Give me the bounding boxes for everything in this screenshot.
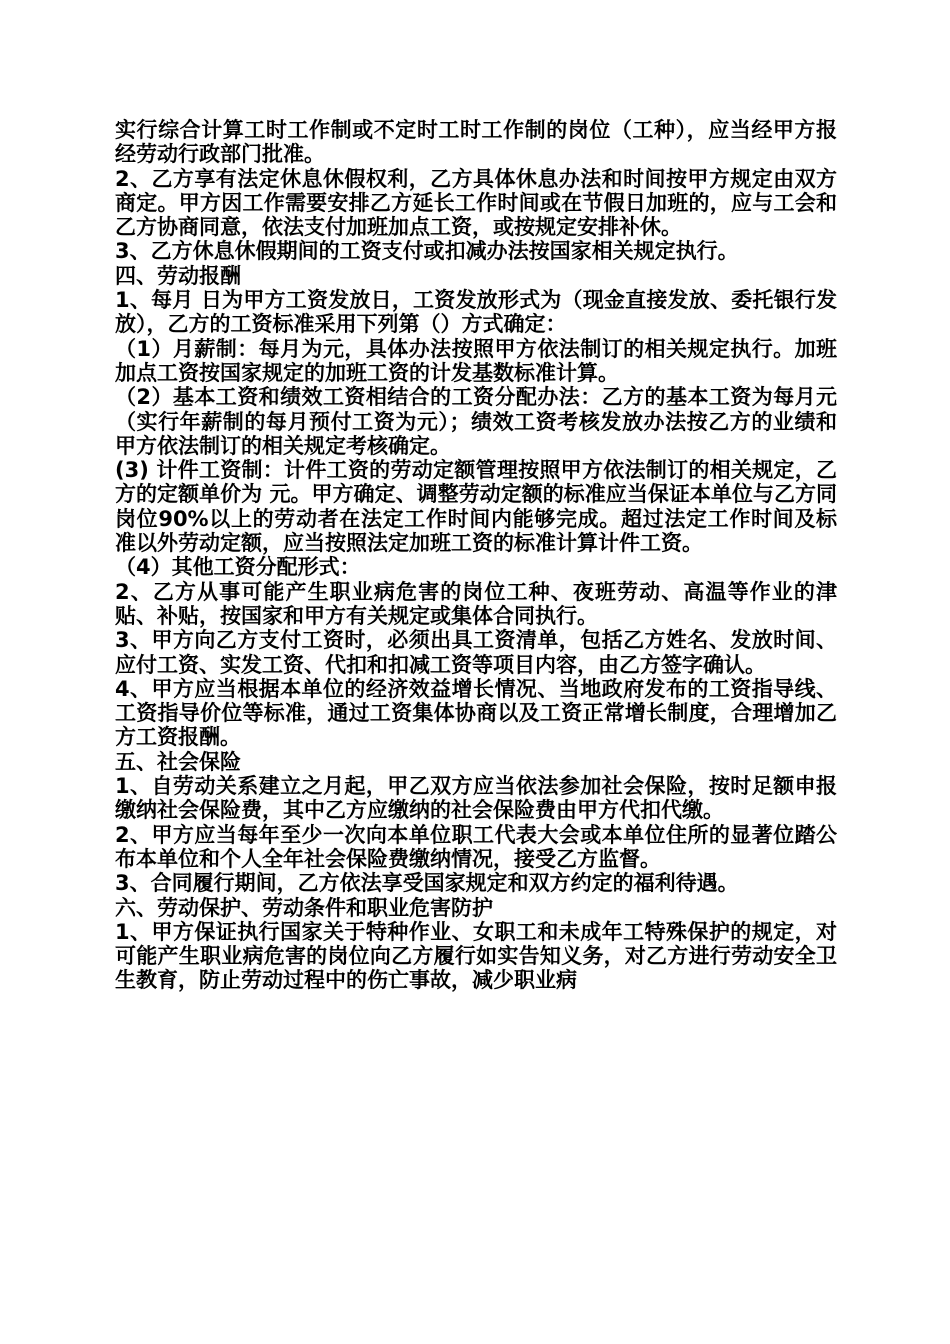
paragraph-rest-rights: 2、乙方享有法定休息休假权利，乙方具体休息办法和时间按甲方规定由双方商定。甲方因工作需要安排乙方延长工作时间或在节假日加班的，应与工会和乙方协商同意，依法支付加班加点工资，或按规定安排补休。 bbox=[115, 166, 837, 240]
paragraph-monthly-salary: （1）月薪制：每月为元，具体办法按照甲方依法制订的相关规定执行。加班加点工资按国家规定的加班工资的计发基数标准计算。 bbox=[115, 336, 837, 385]
paragraph-welfare: 3、合同履行期间，乙方依法享受国家规定和双方约定的福利待遇。 bbox=[115, 871, 739, 896]
section-heading-labor-protection: 六、劳动保护、劳动条件和职业危害防护 bbox=[115, 895, 493, 920]
paragraph-insurance-enrollment: 1、自劳动关系建立之月起，甲乙双方应当依法参加社会保险，按时足额申报缴纳社会保险费，其中乙方应缴纳的社会保险费由甲方代扣代缴。 bbox=[115, 774, 837, 823]
section-heading-remuneration: 四、劳动报酬 bbox=[115, 263, 241, 288]
paragraph-piece-rate: (3) 计件工资制：计件工资的劳动定额管理按照甲方依法制订的相关规定，乙方的定额单价为 元。甲方确定、调整劳动定额的标准应当保证本单位与乙方同岗位90%以上的劳动者在法定工作时间内能够完成。超过法定工作时间及标准以外劳动定额，应当按照法定加班工资的标准计算计件工资。 bbox=[115, 458, 837, 556]
paragraph-pay-day: 1、每月 日为甲方工资发放日，工资发放形式为（现金直接发放、委托银行发放），乙方的工资标准采用下列第（）方式确定： bbox=[115, 288, 837, 337]
paragraph-base-performance: （2）基本工资和绩效工资相结合的工资分配办法：乙方的基本工资为每月元（实行年薪制的每月预付工资为元）；绩效工资考核发放办法按乙方的业绩和甲方依法制订的相关规定考核确定。 bbox=[115, 385, 837, 458]
paragraph-insurance-disclosure: 2、甲方应当每年至少一次向本单位职工代表大会或本单位住所的显著位踏公布本单位和个人全年社会保险费缴纳情况，接受乙方监督。 bbox=[115, 822, 837, 871]
paragraph-pay-increase: 4、甲方应当根据本单位的经济效益增长情况、当地政府发布的工资指导线、工资指导价位等标准，通过工资集体协商以及工资正常增长制度，合理增加乙方工资报酬。 bbox=[115, 676, 837, 750]
paragraph-special-protection: 1、甲方保证执行国家关于特种作业、女职工和未成年工特殊保护的规定，对可能产生职业病危害的岗位向乙方履行如实告知义务，对乙方进行劳动安全卫生教育，防止劳动过程中的伤亡事故，减少职业病 bbox=[115, 919, 837, 993]
paragraph-other-pay: （4）其他工资分配形式： bbox=[115, 555, 361, 580]
paragraph-leave-pay: 3、乙方休息休假期间的工资支付或扣减办法按国家相关规定执行。 bbox=[115, 239, 739, 264]
document-page bbox=[115, 118, 837, 993]
paragraph-hours-approval: 实行综合计算工时工作制或不定时工时工作制的岗位（工种），应当经甲方报经劳动行政部门批准。 bbox=[115, 118, 837, 167]
paragraph-allowances: 2、乙方从事可能产生职业病危害的岗位工种、夜班劳动、高温等作业的津贴、补贴，按国家和甲方有关规定或集体合同执行。 bbox=[115, 579, 837, 628]
paragraph-pay-slip: 3、甲方向乙方支付工资时，必须出具工资清单，包括乙方姓名、发放时间、应付工资、实发工资、代扣和扣减工资等项目内容，由乙方签字确认。 bbox=[115, 628, 837, 677]
section-heading-social-insurance: 五、社会保险 bbox=[115, 749, 241, 774]
